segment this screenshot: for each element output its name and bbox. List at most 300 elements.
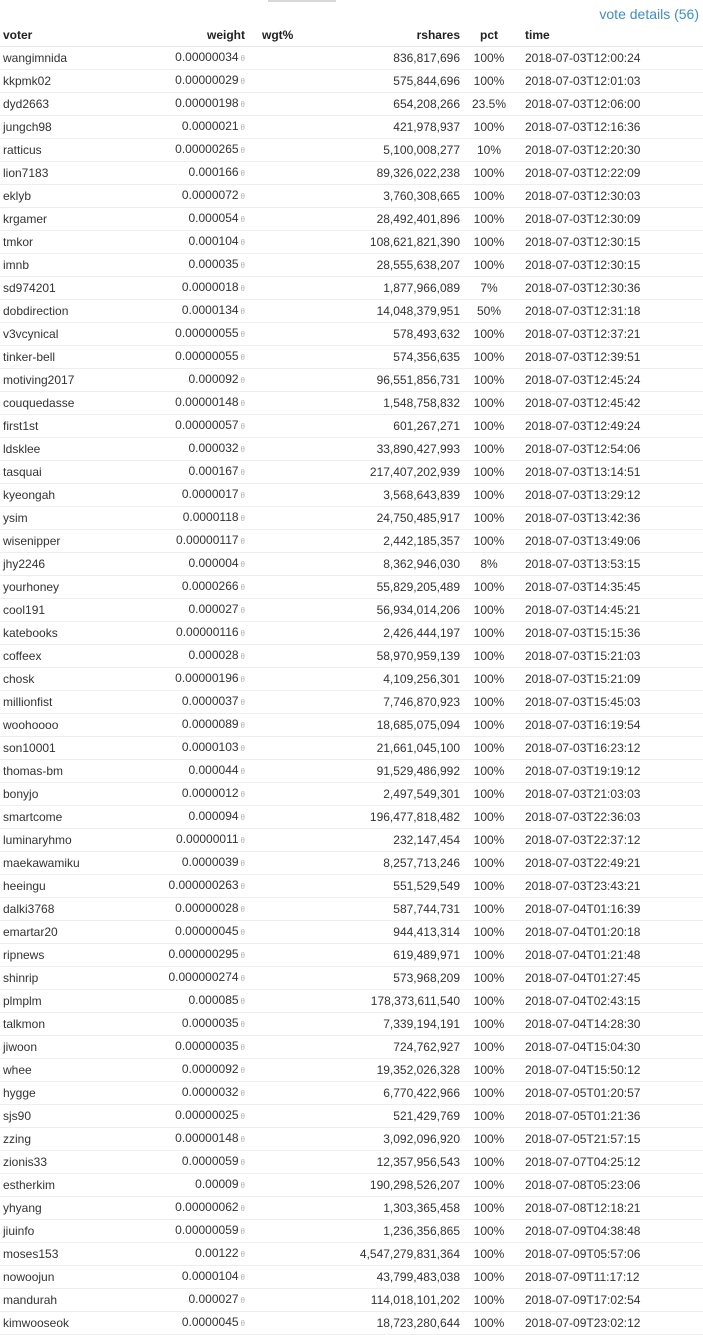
wgt-percent-cell [248,852,328,875]
wgt-percent-cell [248,691,328,714]
wgt-percent-cell [248,1312,328,1335]
voter-name[interactable]: dobdirection [0,300,140,323]
pct-value: 100% [463,415,515,438]
weight-value: 0.00000059 [175,1223,239,1238]
rshares-value: 2,426,444,197 [328,622,463,645]
wgt-percent-cell [248,70,328,93]
voter-name[interactable]: smartcome [0,806,140,829]
voter-name[interactable]: jungch98 [0,116,140,139]
wgt-percent-cell [248,645,328,668]
pct-value: 100% [463,438,515,461]
wgt-percent-cell [248,944,328,967]
voter-name[interactable]: kkpmk02 [0,70,140,93]
weight-cell [140,530,248,553]
time-value: 2018-07-03T15:21:09 [515,668,703,691]
table-row [0,898,703,921]
voter-name[interactable]: emartar20 [0,921,140,944]
voter-name[interactable]: tinker-bell [0,346,140,369]
pct-value: 100% [463,70,515,93]
weight-cell [140,1220,248,1243]
time-value: 2018-07-03T12:45:42 [515,392,703,415]
rshares-value: 217,407,202,939 [328,461,463,484]
rshares-value: 8,362,946,030 [328,553,463,576]
weight-value: 0.0000039 [181,855,239,870]
weight-cell [140,1266,248,1289]
pct-value: 23.5% [463,93,515,116]
weight-cell [140,323,248,346]
coin-icon: θ [240,697,245,707]
voter-name[interactable]: luminaryhmo [0,829,140,852]
table-row [0,622,703,645]
voter-name[interactable]: talkmon [0,1013,140,1036]
pct-value: 100% [463,806,515,829]
panel-header [0,0,703,24]
voter-name[interactable]: yourhoney [0,576,140,599]
weight-value: 0.00000045 [175,924,239,939]
time-value: 2018-07-04T14:28:30 [515,1013,703,1036]
pct-value: 100% [463,783,515,806]
table-row [0,1197,703,1220]
time-value: 2018-07-03T12:20:30 [515,139,703,162]
time-value: 2018-07-03T23:43:21 [515,875,703,898]
time-value: 2018-07-04T01:21:48 [515,944,703,967]
weight-cell [140,1197,248,1220]
rshares-value: 56,934,014,206 [328,599,463,622]
weight-cell [140,599,248,622]
weight-value: 0.0000018 [181,280,239,295]
table-row [0,806,703,829]
weight-cell [140,898,248,921]
weight-value: 0.0000072 [181,188,239,203]
weight-value: 0.0000089 [181,717,239,732]
voter-name[interactable]: couquedasse [0,392,140,415]
wgt-percent-cell [248,898,328,921]
time-value: 2018-07-03T12:16:36 [515,116,703,139]
table-row [0,990,703,1013]
voter-name[interactable]: wangimnida [0,47,140,70]
coin-icon: θ [240,191,245,201]
wgt-percent-cell [248,392,328,415]
rshares-value: 601,267,271 [328,415,463,438]
rshares-value: 3,092,096,920 [328,1128,463,1151]
pct-value: 100% [463,530,515,553]
pct-value: 100% [463,1197,515,1220]
column-header-time[interactable]: time [515,24,703,47]
coin-icon: θ [240,651,245,661]
table-row [0,208,703,231]
weight-value: 0.000028 [188,648,239,663]
weight-cell [140,1082,248,1105]
rshares-value: 114,018,101,202 [328,1289,463,1312]
time-value: 2018-07-03T13:14:51 [515,461,703,484]
coin-icon: θ [240,720,245,730]
pct-value: 100% [463,507,515,530]
weight-value: 0.0000092 [181,1062,239,1077]
voter-name[interactable]: millionfist [0,691,140,714]
wgt-percent-cell [248,1266,328,1289]
pct-value: 100% [463,898,515,921]
column-header-wgt-percent[interactable]: wgt% [248,24,328,47]
table-row [0,645,703,668]
table-row [0,70,703,93]
wgt-percent-cell [248,1059,328,1082]
time-value: 2018-07-04T15:04:30 [515,1036,703,1059]
coin-icon: θ [240,398,245,408]
table-row [0,438,703,461]
column-header-weight[interactable]: weight [140,24,248,47]
table-row [0,461,703,484]
rshares-value: 2,497,549,301 [328,783,463,806]
pct-value: 100% [463,392,515,415]
rshares-value: 18,723,280,644 [328,1312,463,1335]
pct-value: 100% [463,1220,515,1243]
coin-icon: θ [240,536,245,546]
coin-icon: θ [240,881,245,891]
voter-name[interactable]: jiuinfo [0,1220,140,1243]
rshares-value: 108,621,821,390 [328,231,463,254]
weight-value: 0.000166 [188,165,239,180]
time-value: 2018-07-09T23:02:12 [515,1312,703,1335]
weight-cell [140,1151,248,1174]
rshares-value: 21,661,045,100 [328,737,463,760]
voter-name[interactable]: yhyang [0,1197,140,1220]
wgt-percent-cell [248,1174,328,1197]
weight-value: 0.0000017 [181,487,239,502]
wgt-percent-cell [248,714,328,737]
weight-cell [140,346,248,369]
rshares-value: 8,257,713,246 [328,852,463,875]
time-value: 2018-07-04T15:50:12 [515,1059,703,1082]
table-row [0,691,703,714]
weight-cell [140,185,248,208]
weight-cell [140,1059,248,1082]
voter-name[interactable]: plmplm [0,990,140,1013]
pct-value: 100% [463,668,515,691]
coin-icon: θ [240,490,245,500]
voter-name[interactable]: jiwoon [0,1036,140,1059]
time-value: 2018-07-09T04:38:48 [515,1220,703,1243]
table-row [0,369,703,392]
weight-value: 0.000027 [188,602,239,617]
voter-name[interactable]: shinrip [0,967,140,990]
voter-name[interactable]: tmkor [0,231,140,254]
pct-value: 100% [463,369,515,392]
pct-value: 100% [463,162,515,185]
voter-name[interactable]: moses153 [0,1243,140,1266]
pct-value: 100% [463,944,515,967]
weight-value: 0.000027 [188,1292,239,1307]
voter-name[interactable]: son10001 [0,737,140,760]
weight-value: 0.000000263 [168,878,239,893]
coin-icon: θ [240,145,245,155]
weight-cell [140,714,248,737]
coin-icon: θ [240,168,245,178]
weight-value: 0.00122 [195,1246,239,1261]
rshares-value: 1,236,356,865 [328,1220,463,1243]
time-value: 2018-07-03T22:36:03 [515,806,703,829]
voter-name[interactable]: zzing [0,1128,140,1151]
voter-name[interactable]: tasquai [0,461,140,484]
weight-cell [140,162,248,185]
voter-name[interactable]: mandurah [0,1289,140,1312]
time-value: 2018-07-03T22:37:12 [515,829,703,852]
weight-cell [140,300,248,323]
table-row [0,875,703,898]
coin-icon: θ [240,1226,245,1236]
voter-name[interactable]: kimwooseok [0,1312,140,1335]
table-row [0,1312,703,1335]
weight-cell [140,47,248,70]
weight-value: 0.00009 [195,1177,239,1192]
coin-icon: θ [240,835,245,845]
wgt-percent-cell [248,369,328,392]
table-row [0,1151,703,1174]
weight-value: 0.0000037 [181,694,239,709]
time-value: 2018-07-08T05:23:06 [515,1174,703,1197]
rshares-value: 7,339,194,191 [328,1013,463,1036]
weight-cell [140,1174,248,1197]
weight-cell [140,576,248,599]
rshares-value: 232,147,454 [328,829,463,852]
table-row [0,1036,703,1059]
wgt-percent-cell [248,1289,328,1312]
table-row [0,277,703,300]
time-value: 2018-07-03T16:19:54 [515,714,703,737]
votes-table [0,24,703,1335]
wgt-percent-cell [248,93,328,116]
weight-value: 0.0000103 [181,740,239,755]
pct-value: 100% [463,47,515,70]
weight-value: 0.00000035 [175,1039,239,1054]
time-value: 2018-07-09T05:57:06 [515,1243,703,1266]
weight-cell [140,829,248,852]
voter-name[interactable]: chosk [0,668,140,691]
voter-name[interactable]: wisenipper [0,530,140,553]
wgt-percent-cell [248,254,328,277]
table-row [0,300,703,323]
weight-value: 0.0000266 [181,579,239,594]
weight-cell [140,507,248,530]
pct-value: 100% [463,921,515,944]
coin-icon: θ [240,1295,245,1305]
wgt-percent-cell [248,484,328,507]
weight-value: 0.000035 [188,257,239,272]
weight-value: 0.00000148 [175,1131,239,1146]
rshares-value: 944,413,314 [328,921,463,944]
weight-value: 0.0000012 [181,786,239,801]
table-row [0,944,703,967]
wgt-percent-cell [248,576,328,599]
weight-value: 0.00000196 [175,671,239,686]
rshares-value: 421,978,937 [328,116,463,139]
coin-icon: θ [240,950,245,960]
weight-value: 0.0000118 [182,510,239,525]
table-row [0,116,703,139]
rshares-value: 5,100,008,277 [328,139,463,162]
pct-value: 10% [463,139,515,162]
column-header-rshares[interactable]: rshares [328,24,463,47]
time-value: 2018-07-03T15:15:36 [515,622,703,645]
coin-icon: θ [240,1249,245,1259]
rshares-value: 19,352,026,328 [328,1059,463,1082]
rshares-value: 55,829,205,489 [328,576,463,599]
voter-name[interactable]: whee [0,1059,140,1082]
voter-name[interactable]: ratticus [0,139,140,162]
voter-name[interactable]: thomas-bm [0,760,140,783]
voter-name[interactable]: eklyb [0,185,140,208]
weight-value: 0.00000034 [175,50,239,65]
weight-cell [140,461,248,484]
weight-value: 0.00000062 [175,1200,239,1215]
voter-name[interactable]: maekawamiku [0,852,140,875]
wgt-percent-cell [248,599,328,622]
coin-icon: θ [240,76,245,86]
weight-cell [140,231,248,254]
wgt-percent-cell [248,1151,328,1174]
time-value: 2018-07-07T04:25:12 [515,1151,703,1174]
table-row [0,829,703,852]
voter-name[interactable]: coffeex [0,645,140,668]
coin-icon: θ [240,1203,245,1213]
time-value: 2018-07-03T12:31:18 [515,300,703,323]
coin-icon: θ [240,582,245,592]
voter-name[interactable]: lion7183 [0,162,140,185]
coin-icon: θ [240,53,245,63]
pct-value: 100% [463,737,515,760]
voter-name[interactable]: woohoooo [0,714,140,737]
voter-name[interactable]: jhy2246 [0,553,140,576]
coin-icon: θ [240,1272,245,1282]
rshares-value: 12,357,956,543 [328,1151,463,1174]
wgt-percent-cell [248,185,328,208]
pct-value: 100% [463,1266,515,1289]
voter-name[interactable]: hygge [0,1082,140,1105]
voter-name[interactable]: dalki3768 [0,898,140,921]
weight-value: 0.00000029 [175,73,239,88]
rshares-value: 6,770,422,966 [328,1082,463,1105]
pct-value: 100% [463,714,515,737]
voter-name[interactable]: nowoojun [0,1266,140,1289]
time-value: 2018-07-03T12:45:24 [515,369,703,392]
column-header-pct[interactable]: pct [463,24,515,47]
coin-icon: θ [240,927,245,937]
weight-cell [140,208,248,231]
table-row [0,392,703,415]
time-value: 2018-07-04T01:20:18 [515,921,703,944]
wgt-percent-cell [248,829,328,852]
weight-cell [140,1289,248,1312]
weight-cell [140,553,248,576]
rshares-value: 578,493,632 [328,323,463,346]
weight-value: 0.0000134 [181,303,239,318]
vote-details-link[interactable]: vote details (56) [599,6,699,22]
wgt-percent-cell [248,1082,328,1105]
time-value: 2018-07-03T12:30:15 [515,231,703,254]
table-row [0,1289,703,1312]
weight-cell [140,93,248,116]
voter-name[interactable]: v3vcynical [0,323,140,346]
coin-icon: θ [240,352,245,362]
weight-cell [140,944,248,967]
wgt-percent-cell [248,438,328,461]
column-header-voter[interactable]: voter [0,24,140,47]
rshares-value: 4,547,279,831,364 [328,1243,463,1266]
voter-name[interactable]: kyeongah [0,484,140,507]
time-value: 2018-07-03T19:19:12 [515,760,703,783]
pct-value: 100% [463,484,515,507]
weight-cell [140,806,248,829]
weight-cell [140,921,248,944]
table-row [0,507,703,530]
wgt-percent-cell [248,415,328,438]
voter-name[interactable]: ripnews [0,944,140,967]
weight-cell [140,1128,248,1151]
voter-name[interactable]: bonyjo [0,783,140,806]
table-row [0,783,703,806]
voter-name[interactable]: heeingu [0,875,140,898]
weight-cell [140,392,248,415]
rshares-value: 551,529,549 [328,875,463,898]
rshares-value: 1,303,365,458 [328,1197,463,1220]
time-value: 2018-07-03T14:35:45 [515,576,703,599]
voter-name[interactable]: motiving2017 [0,369,140,392]
wgt-percent-cell [248,1197,328,1220]
weight-value: 0.00000117 [176,533,239,548]
table-row [0,185,703,208]
voter-name[interactable]: katebooks [0,622,140,645]
coin-icon: θ [240,513,245,523]
rshares-value: 18,685,075,094 [328,714,463,737]
weight-cell [140,967,248,990]
rshares-value: 196,477,818,482 [328,806,463,829]
rshares-value: 574,356,635 [328,346,463,369]
voter-name[interactable]: imnb [0,254,140,277]
weight-cell [140,1312,248,1335]
coin-icon: θ [240,329,245,339]
pct-value: 100% [463,875,515,898]
weight-value: 0.000094 [188,809,239,824]
wgt-percent-cell [248,921,328,944]
rshares-value: 1,548,758,832 [328,392,463,415]
voter-name[interactable]: zionis33 [0,1151,140,1174]
voter-name[interactable]: sd974201 [0,277,140,300]
weight-cell [140,70,248,93]
weight-value: 0.000167 [188,464,239,479]
weight-value: 0.000054 [188,211,239,226]
weight-value: 0.00000198 [175,96,239,111]
weight-value: 0.000004 [188,556,239,571]
time-value: 2018-07-03T12:01:03 [515,70,703,93]
weight-value: 0.00000057 [175,418,239,433]
voter-name[interactable]: cool191 [0,599,140,622]
weight-value: 0.00000116 [176,625,239,640]
voter-name[interactable]: estherkim [0,1174,140,1197]
weight-value: 0.00000055 [175,326,239,341]
table-row [0,415,703,438]
voter-name[interactable]: dyd2663 [0,93,140,116]
table-row [0,967,703,990]
voter-name[interactable]: ysim [0,507,140,530]
voter-name[interactable]: first1st [0,415,140,438]
voter-name[interactable]: sjs90 [0,1105,140,1128]
table-row [0,93,703,116]
voter-name[interactable]: ldsklee [0,438,140,461]
coin-icon: θ [240,628,245,638]
voter-name[interactable]: krgamer [0,208,140,231]
time-value: 2018-07-05T21:57:15 [515,1128,703,1151]
wgt-percent-cell [248,1243,328,1266]
weight-value: 0.00000028 [175,901,239,916]
